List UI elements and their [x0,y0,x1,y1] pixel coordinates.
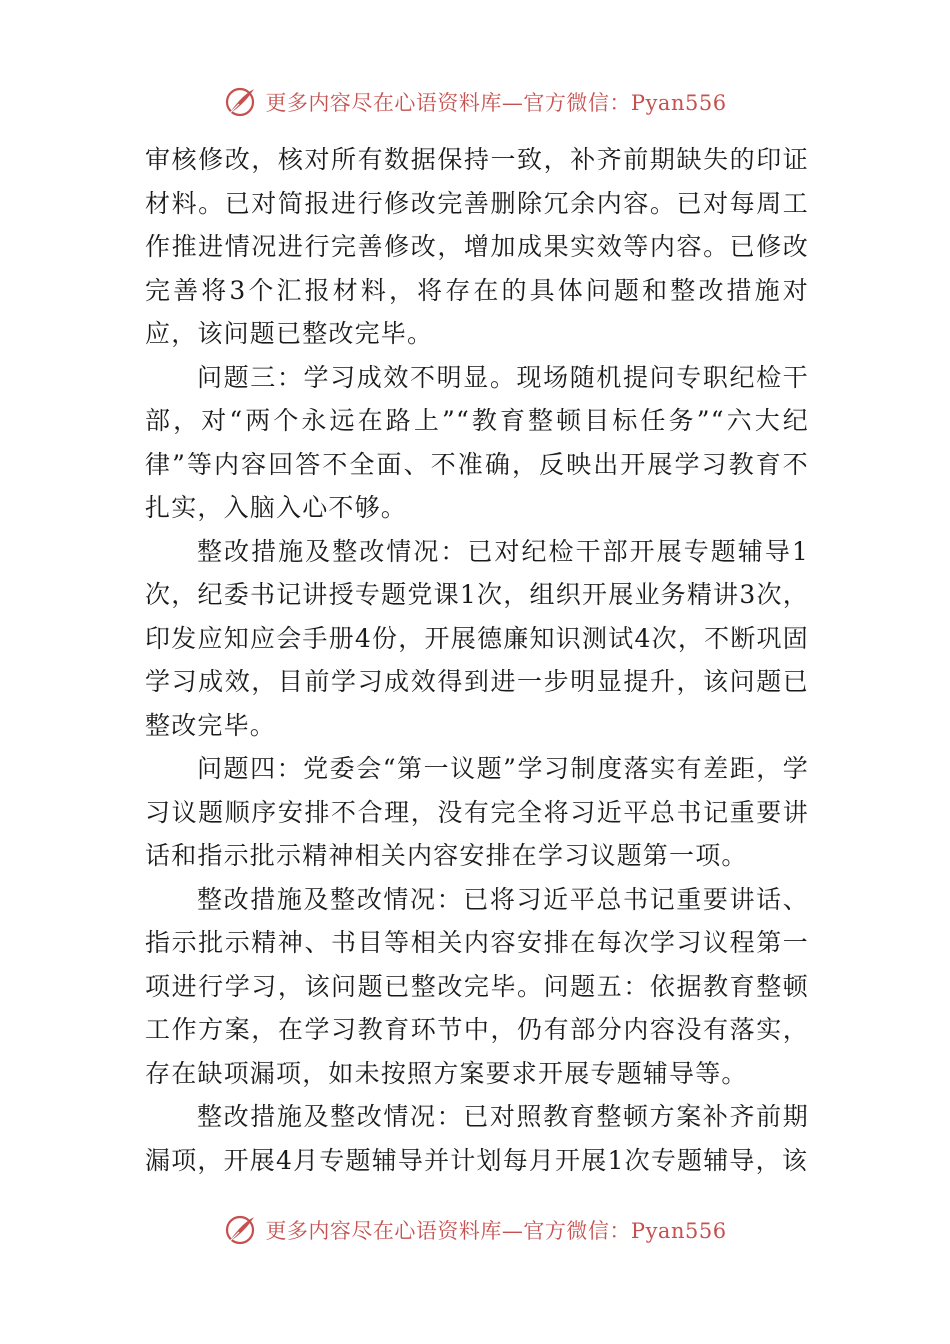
footer-banner [0,1210,950,1250]
paragraph-rectification-three: 整改措施及整改情况：已对纪检干部开展专题辅导1次，纪委书记讲授专题党课1次，组织开展业务精讲3次，印发应知应会手册4份，开展德廉知识测试4次，不断巩固学习成效，目前学习成效得到进一步明显提升，该问题已整改完毕。 [145,536,809,740]
paragraph-continuation: 审核修改，核对所有数据保持一致，补齐前期缺失的印证材料。已对简报进行修改完善删除冗余内容。已对每周工作推进情况进行完善修改，增加成果实效等内容。已修改完善将3个汇报材料，将存在的具体问题和整改措施对应，该问题已整改完毕。 [145,145,809,348]
header-banner [0,82,950,122]
paragraph-rectification-five: 整改措施及整改情况：已对照教育整顿方案补齐前期漏项，开展4月专题辅导并计划每月开展1次专题辅导，该 [145,1102,809,1175]
document-body [145,138,809,1182]
paragraph-issue-three: 问题三：学习成效不明显。现场随机提问专职纪检干部，对“两个永远在路上”“教育整顿目标任务”“六大纪律”等内容回答不全面、不准确，反映出开展学习教育不扎实，入脑入心不够。 [145,362,809,522]
paragraph-rectification-four: 整改措施及整改情况：已将习近平总书记重要讲话、指示批示精神、书目等相关内容安排在每次学习议程第一项进行学习，该问题已整改完毕。问题五：依据教育整顿工作方案，在学习教育环节中，仍有部分内容没有落实，存在缺项漏项，如未按照方案要求开展专题辅导等。 [145,884,809,1088]
quill-logo-icon [223,85,257,119]
footer-banner-text: 更多内容尽在心语资料库—官方微信：Pyan556 [265,1219,727,1243]
paragraph-issue-four: 问题四：党委会“第一议题”学习制度落实有差距，学习议题顺序安排不合理，没有完全将习近平总书记重要讲话和指示批示精神相关内容安排在学习议题第一项。 [145,754,809,870]
quill-logo-icon [223,1213,257,1247]
header-banner-text: 更多内容尽在心语资料库—官方微信：Pyan556 [265,91,727,115]
